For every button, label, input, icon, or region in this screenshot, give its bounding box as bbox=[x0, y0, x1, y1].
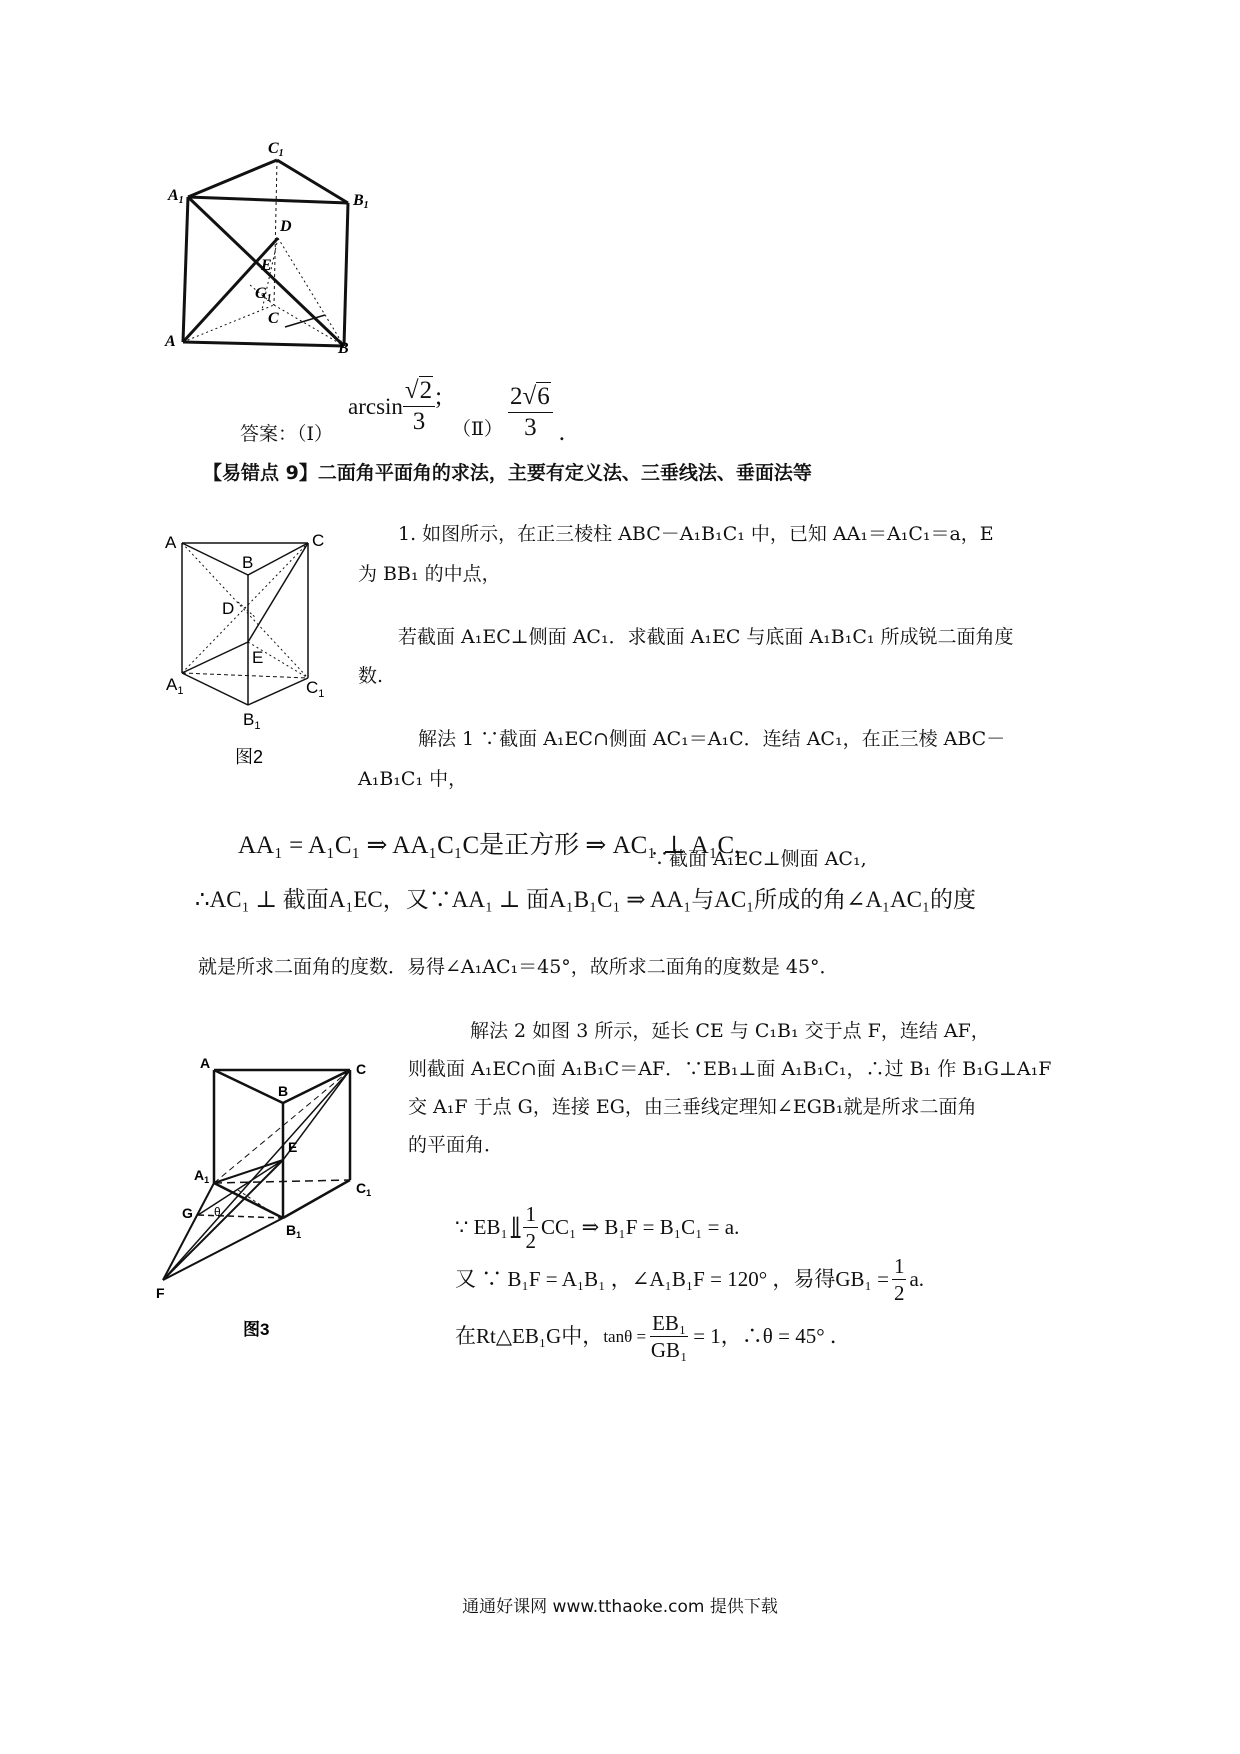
label-c1: C1 bbox=[268, 140, 284, 159]
label-e: E bbox=[261, 257, 272, 274]
page-footer: 通通好课网 www.tthaoke.com 提供下载 bbox=[462, 1597, 778, 1617]
sol2-eq-c: 在Rt△EB₁G中， tanθ = $\frac{\text{EB₁}}{\text{GB₁}}$ = 1，∴θ = 45° ． bbox=[455, 1311, 851, 1363]
fig3-label-c1: $C_1$ bbox=[356, 1180, 372, 1198]
sol2-eq-a: ∵ EB₁ ∥ $\frac{1}{2}$ CC₁ ⇒ B₁F = B₁C₁ = a. bbox=[455, 1202, 740, 1254]
label-a1: A1 bbox=[168, 187, 184, 206]
fig2-label-b1: $B_1$ bbox=[243, 710, 261, 732]
heading-text: 二面角平面角的求法，主要有定义法、三垂线法、垂面法等 bbox=[317, 462, 812, 484]
sol2-eq-b: 又 ∵ B₁F = A₁B₁ ，∠A₁B₁F = 120° ，易得GB₁ = $\frac{1}{2}$ a. bbox=[455, 1254, 925, 1306]
answer-line bbox=[240, 425, 333, 450]
sol1-line-2: A₁B₁C₁ 中， bbox=[358, 768, 468, 790]
fig2-label-e: E bbox=[252, 648, 264, 667]
answer-part2: $\frac{2√6}{3}$ . bbox=[510, 382, 565, 446]
figure-2-prism bbox=[160, 520, 350, 780]
problem-line-3: 若截面 A₁EC⊥侧面 AC₁．求截面 A₁EC 与底面 A₁B₁C₁ 所成锐二面角度 bbox=[398, 626, 1014, 648]
fig2-label-a: A bbox=[165, 533, 177, 552]
figure-1-prism bbox=[150, 125, 400, 395]
fig3-label-b: B bbox=[278, 1083, 289, 1099]
heading-tag: 【易错点 9】 bbox=[203, 462, 318, 484]
fig2-label-b: B bbox=[242, 553, 254, 572]
fig2-label-a1: $A_1$ bbox=[166, 675, 184, 697]
answer-prefix: 答案：（Ⅰ） bbox=[240, 423, 334, 445]
problem-line-4: 数. bbox=[358, 665, 384, 687]
fig3-label-a: A bbox=[200, 1055, 211, 1071]
fraction-sqrt2-over-3: $\frac{√2}{3}$ bbox=[403, 378, 435, 436]
fig3-label-e: E bbox=[288, 1139, 298, 1155]
fraction-one-half-b: $\frac{1}{2}$ bbox=[893, 1254, 905, 1306]
sol2-line-2: 则截面 A₁EC∩面 A₁B₁C＝AF．∵EB₁⊥面 A₁B₁C₁，∴过 B₁ 作 B₁G⊥A₁F bbox=[408, 1058, 1052, 1080]
sol1-line-3: 就是所求二面角的度数．易得∠A₁AC₁＝45°，故所求二面角的度数是 45°． bbox=[198, 956, 839, 978]
fig2-label-c1: $C_1$ bbox=[306, 678, 325, 700]
sol1-eq-2: ∴AC₁ ⊥ 截面A₁EC，又∵AA₁ ⊥ 面A₁B₁C₁ ⇒ AA₁与AC₁所成的角∠A₁AC₁的度 bbox=[195, 887, 977, 912]
problem-line-2: 为 BB₁ 的中点， bbox=[358, 563, 501, 585]
fig3-caption: 图3 bbox=[243, 1320, 270, 1339]
label-d: D bbox=[280, 218, 292, 235]
fig3-label-b1: $B_1$ bbox=[286, 1222, 302, 1240]
fig3-label-theta: θ bbox=[214, 1205, 221, 1219]
label-a: A bbox=[165, 333, 176, 350]
label-g1: G1 bbox=[255, 285, 272, 304]
sol2-line-4: 的平面角． bbox=[408, 1134, 504, 1156]
fig2-label-c: C bbox=[312, 531, 325, 550]
sol1-line-1: 解法 1 ∵截面 A₁EC∩侧面 AC₁＝A₁C．连结 AC₁，在正三棱 ABC－ bbox=[418, 728, 1006, 750]
fig3-label-c: C bbox=[356, 1061, 367, 1077]
arcsin-label: arcsin bbox=[348, 394, 403, 420]
answer-part2-label: （Ⅱ） bbox=[452, 418, 503, 440]
fig2-caption: 图2 bbox=[235, 747, 264, 767]
sol2-line-1: 解法 2 如图 3 所示，延长 CE 与 C₁B₁ 交于点 F，连结 AF， bbox=[470, 1020, 990, 1042]
answer-part1: arcsin $\frac{√2}{3}$ ; bbox=[348, 377, 443, 436]
section-heading bbox=[203, 458, 812, 485]
fig3-label-f: F bbox=[156, 1285, 165, 1301]
fig3-label-a1: $A_1$ bbox=[194, 1167, 210, 1185]
problem-line-1: 1. 如图所示，在正三棱柱 ABC－A₁B₁C₁ 中，已知 AA₁＝A₁C₁＝a，E bbox=[398, 523, 994, 545]
label-b1: B1 bbox=[353, 192, 369, 211]
figure-3-prism bbox=[148, 1050, 378, 1360]
fraction-2sqrt6-over-3: $\frac{2√6}{3}$ bbox=[508, 384, 553, 442]
label-b: B bbox=[338, 340, 349, 357]
sol1-eq-1: AA₁ = A₁C₁ ⇒ AA₁C₁C是正方形 ⇒ AC₁ ⊥ A₁C, bbox=[238, 832, 741, 859]
fraction-one-half-a: $\frac{1}{2}$ bbox=[525, 1202, 536, 1254]
label-c: C bbox=[268, 310, 279, 327]
sol1-eq-1b: ∵截面 A₁EC⊥侧面 AC₁, bbox=[650, 848, 867, 870]
sol2-line-3: 交 A₁F 于点 G，连接 EG，由三垂线定理知∠EGB₁就是所求二面角 bbox=[408, 1096, 977, 1118]
fig2-label-d: D bbox=[222, 599, 235, 618]
fig3-label-g: G bbox=[182, 1205, 193, 1221]
fraction-eb1-gb1: $\frac{\text{EB₁}}{\text{GB₁}}$ bbox=[650, 1311, 688, 1363]
